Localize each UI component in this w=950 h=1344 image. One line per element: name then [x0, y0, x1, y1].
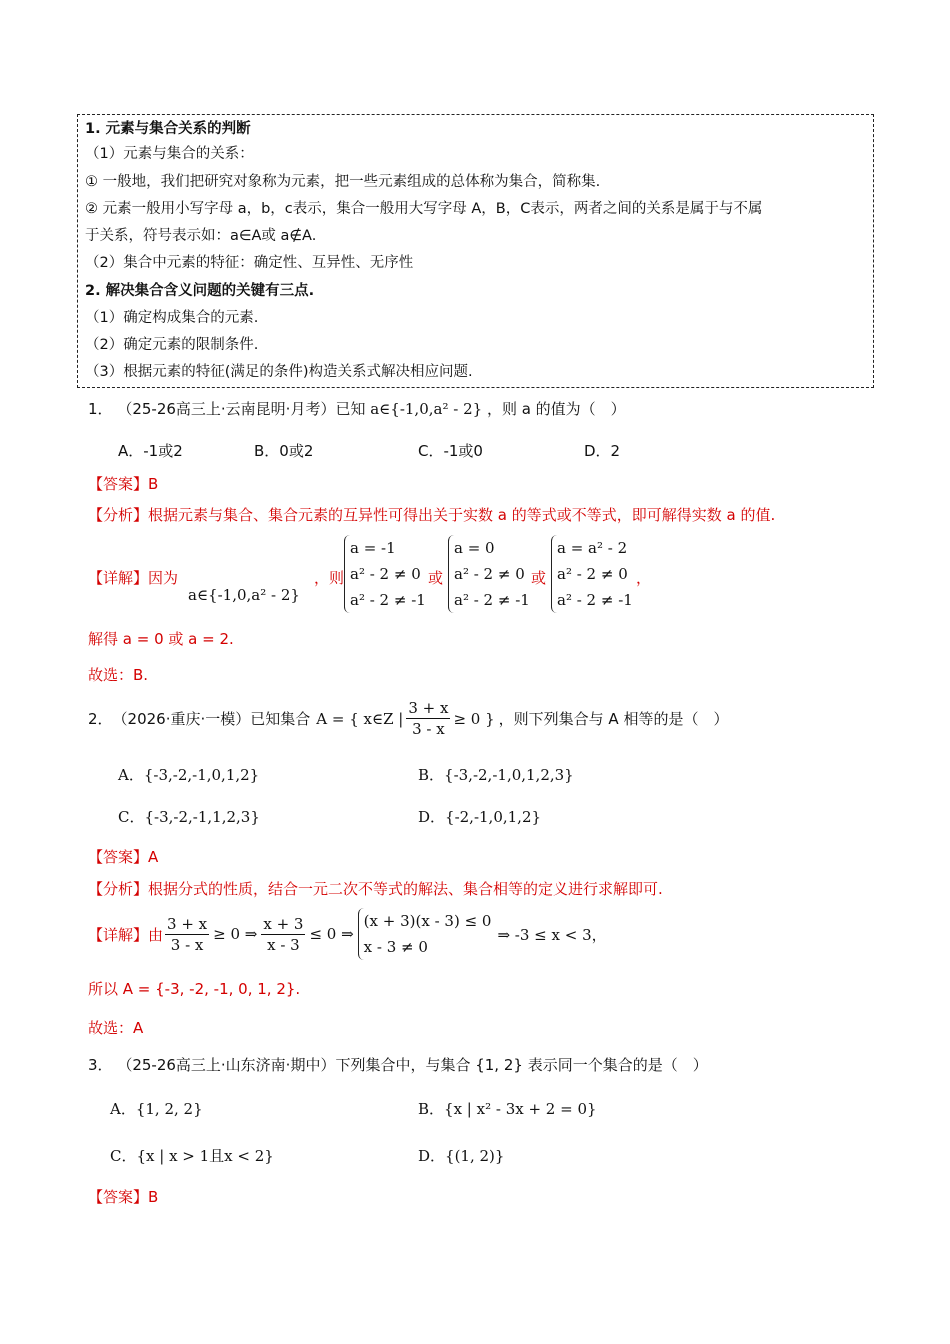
q2-number: 2． [88, 710, 113, 728]
sys-line: a² - 2 ≠ 0 [557, 565, 628, 583]
q2-option-c: C．{-3,-2,-1,1,2,3} [118, 808, 260, 826]
q2-set-pre: A = { x∈Z | [316, 709, 404, 728]
q1-stem [88, 398, 626, 419]
box-line: （2）确定元素的限制条件. [85, 337, 259, 353]
q1-option-b: B．0或2 [254, 442, 314, 460]
q1-condition: a∈{-1,0,a² - 2} [370, 400, 483, 418]
q3-source: （25-26高三上·山东济南·期中）下列集合中，与集合 {1, 2} 表示同一个集合的是（ ） [117, 1056, 708, 1074]
q2-fraction [406, 698, 450, 739]
q1-option-c: C．-1或0 [418, 442, 483, 460]
box-heading-1: 1. 元素与集合关系的判断 [85, 121, 251, 137]
q1-analysis: 【分析】根据元素与集合、集合元素的互异性可得出关于实数 a 的等式或不等式，即可解得实数 a 的值. [88, 506, 776, 524]
q3-stem [88, 1054, 708, 1075]
q1-tail: ，则 a 的值为（ ） [486, 400, 626, 418]
q3-option-d: D．{(1, 2)} [418, 1147, 505, 1165]
q1-choose: 故选：B. [88, 666, 149, 684]
q3-number: 3． [88, 1056, 113, 1074]
q2-set-post: ≥ 0 } [453, 709, 495, 728]
q1-option-d: D．2 [584, 442, 621, 460]
q1-detail-set: a∈{-1,0,a² - 2} [188, 586, 300, 604]
frac-denominator: 3 - x [170, 935, 204, 954]
sys-line: a² - 2 ≠ -1 [454, 591, 530, 609]
q1-detail-label: 【详解】因为 [88, 569, 179, 587]
q1-system-3 [551, 535, 633, 613]
frac-denominator: x - 3 [267, 935, 300, 954]
box-line: ① 一般地，我们把研究对象称为元素，把一些元素组成的总体称为集合，简称集. [85, 174, 601, 190]
q2-detail-frac-1 [165, 914, 209, 955]
q1-system-2 [448, 535, 530, 613]
box-heading-2: 2. 解决集合含义问题的关键有三点. [85, 283, 315, 299]
q3-option-b: B．{x | x² - 3x + 2 = 0} [418, 1100, 597, 1118]
sys-line: x - 3 ≠ 0 [363, 938, 428, 956]
sys-line: a = 0 [454, 539, 495, 557]
q2-answer: 【答案】A [88, 848, 159, 866]
q3-answer: 【答案】B [88, 1188, 159, 1206]
frac-numerator: 3 + x [167, 914, 208, 933]
q1-number: 1． [88, 400, 113, 418]
q2-system [358, 908, 492, 960]
q2-step-3: ⇒ -3 ≤ x < 3， [497, 925, 607, 944]
q2-option-b: B．{-3,-2,-1,0,1,2,3} [418, 766, 574, 784]
q1-source: （25-26高三上·云南昆明·月考）已知 [117, 400, 366, 418]
q2-choose: 故选：A [88, 1019, 144, 1037]
q2-source: （2026·重庆·一模）已知集合 [112, 710, 311, 728]
box-line: （2）集合中元素的特征：确定性、互异性、无序性 [85, 255, 414, 271]
q3-option-a: A．{1, 2, 2} [110, 1100, 203, 1118]
q2-detail [88, 908, 607, 960]
q2-option-a: A．{-3,-2,-1,0,1,2} [118, 766, 260, 784]
q2-step-1: ≥ 0 ⇒ [213, 925, 258, 943]
q2-step-2: ≤ 0 ⇒ [309, 925, 354, 943]
q2-detail-frac-2 [261, 914, 305, 955]
sys-line: a² - 2 ≠ -1 [557, 591, 633, 609]
q1-system-1 [344, 535, 426, 613]
q1-comma: ， [636, 569, 652, 587]
q1-solve: 解得 a = 0 或 a = 2. [88, 630, 234, 648]
q3-option-c: C．{x | x > 1且x < 2} [110, 1147, 274, 1165]
sys-line: a = a² - 2 [557, 539, 628, 557]
q2-option-d: D．{-2,-1,0,1,2} [418, 808, 542, 826]
q2-detail-label: 【详解】由 [88, 925, 164, 944]
q1-detail-then: ，则 [314, 569, 345, 587]
knowledge-box [77, 114, 874, 388]
q1-option-a: A．-1或2 [118, 442, 183, 460]
q2-tail: ，则下列集合与 A 相等的是（ ） [498, 710, 729, 728]
sys-line: a = -1 [350, 539, 396, 557]
frac-numerator: x + 3 [263, 914, 304, 933]
sys-line: a² - 2 ≠ 0 [454, 565, 525, 583]
q2-frac-numerator: 3 + x [408, 699, 449, 717]
box-line: （3）根据元素的特征(满足的条件)构造关系式解决相应问题. [85, 364, 473, 380]
box-line: ② 元素一般用小写字母 a，b，c表示，集合一般用大写字母 A，B，C表示，两者之间的关系是属于与不属 [85, 201, 763, 217]
q1-or-2: 或 [531, 569, 547, 587]
sys-line: a² - 2 ≠ -1 [350, 591, 426, 609]
q2-stem [88, 698, 728, 739]
q1-answer: 【答案】B [88, 475, 159, 493]
box-line: 于关系，符号表示如：a∈A或 a∉A. [85, 228, 317, 244]
box-line: （1）元素与集合的关系： [85, 146, 254, 162]
q2-analysis: 【分析】根据分式的性质，结合一元二次不等式的解法、集合相等的定义进行求解即可. [88, 880, 663, 898]
box-line: （1）确定构成集合的元素. [85, 310, 259, 326]
q1-or-1: 或 [428, 569, 444, 587]
q2-so: 所以 A = {-3, -2, -1, 0, 1, 2}. [88, 980, 301, 998]
sys-line: a² - 2 ≠ 0 [350, 565, 421, 583]
q2-frac-denominator: 3 - x [412, 720, 445, 738]
sys-line: (x + 3)(x - 3) ≤ 0 [363, 912, 492, 930]
